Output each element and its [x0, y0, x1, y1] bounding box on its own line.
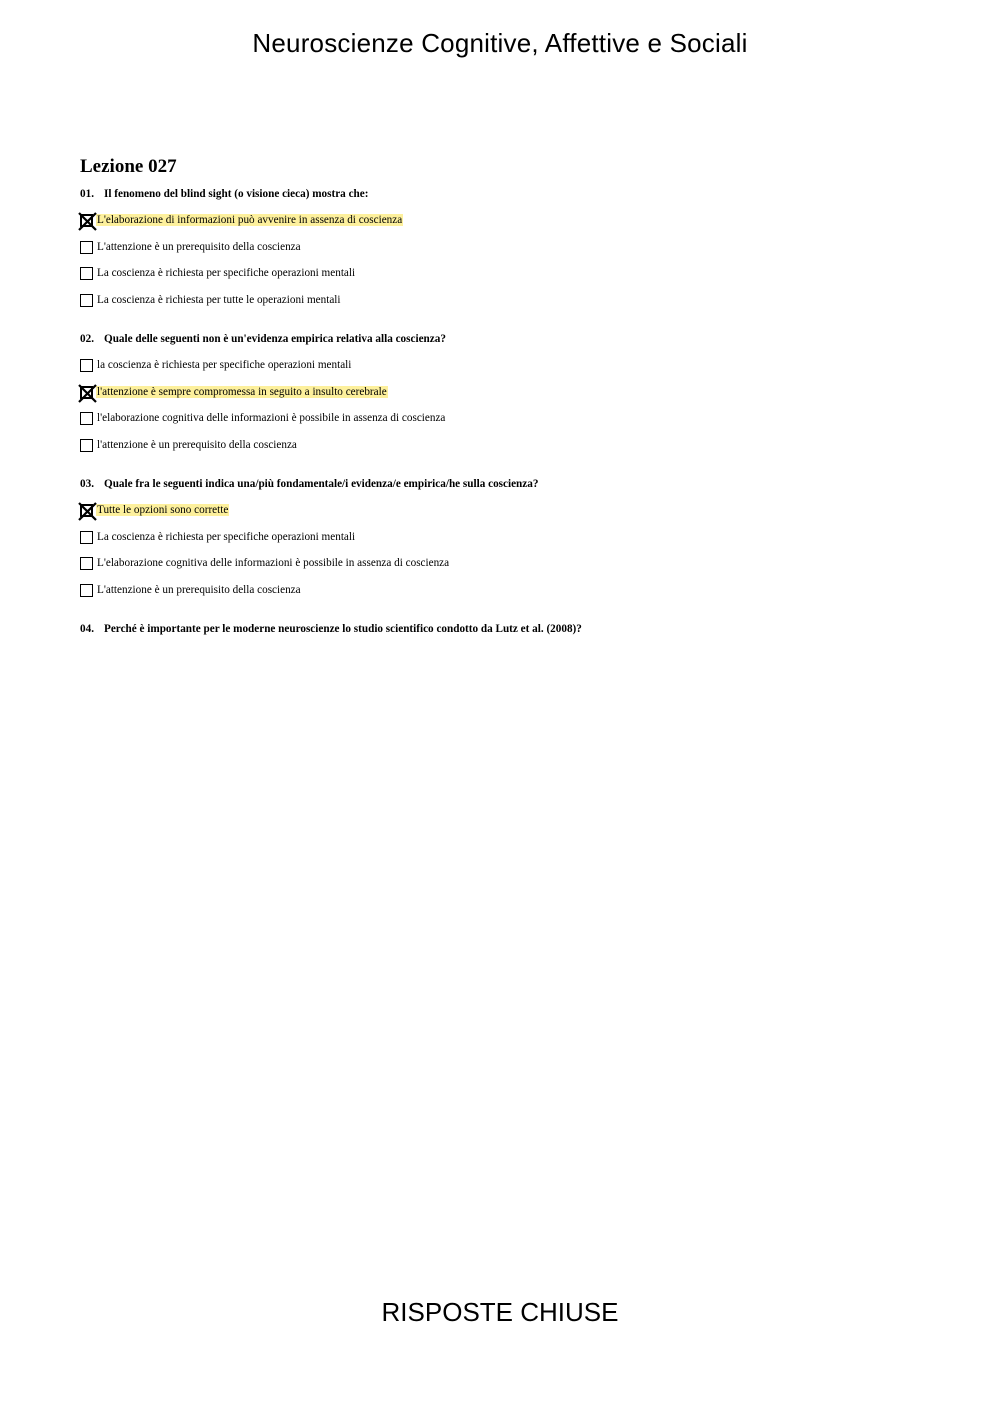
question-03-option-3[interactable]	[80, 554, 450, 572]
document-title: Neuroscienze Cognitive, Affettive e Sociali	[252, 28, 748, 58]
option-text: L'elaborazione cognitiva delle informazioni è possibile in assenza di coscienza	[97, 557, 450, 569]
option-text: l'attenzione è sempre compromessa in seguito a insulto cerebrale	[97, 386, 387, 398]
question-text: Il fenomeno del blind sight (o visione cieca) mostra che:	[104, 188, 369, 200]
question-01-heading	[80, 188, 368, 200]
checkbox[interactable]	[80, 504, 93, 517]
checkbox[interactable]	[80, 412, 93, 425]
checkbox[interactable]	[80, 386, 93, 399]
option-text: La coscienza è richiesta per specifiche operazioni mentali	[97, 267, 356, 279]
question-01-option-3[interactable]	[80, 264, 356, 282]
lesson-title: Lezione 027	[80, 156, 177, 177]
option-text: l'elaborazione cognitiva delle informazioni è possibile in assenza di coscienza	[97, 412, 446, 424]
checkbox[interactable]	[80, 557, 93, 570]
question-text: Quale fra le seguenti indica una/più fondamentale/i evidenza/e empirica/he sulla coscienza?	[104, 478, 539, 490]
checkbox[interactable]	[80, 584, 93, 597]
question-03-heading	[80, 478, 538, 490]
option-text: L'elaborazione di informazioni può avvenire in assenza di coscienza	[97, 214, 403, 226]
option-text: Tutte le opzioni sono corrette	[97, 504, 229, 516]
question-01-option-1[interactable]	[80, 211, 403, 229]
question-02-option-1[interactable]	[80, 356, 352, 374]
question-number: 02.	[80, 333, 94, 345]
question-03-option-4[interactable]	[80, 581, 302, 599]
question-02-heading	[80, 333, 446, 345]
option-text: l'attenzione è un prerequisito della coscienza	[97, 439, 297, 451]
question-number: 01.	[80, 188, 94, 200]
option-text: L'attenzione è un prerequisito della coscienza	[97, 241, 301, 253]
checkbox[interactable]	[80, 241, 93, 254]
checkbox[interactable]	[80, 267, 93, 280]
option-text: la coscienza è richiesta per specifiche operazioni mentali	[97, 359, 352, 371]
question-03-option-1[interactable]	[80, 501, 229, 519]
checkbox[interactable]	[80, 214, 93, 227]
question-02-option-3[interactable]	[80, 409, 446, 427]
question-text: Quale delle seguenti non è un'evidenza empirica relativa alla coscienza?	[104, 333, 446, 345]
checkbox[interactable]	[80, 359, 93, 372]
question-number: 04.	[80, 623, 94, 635]
option-text: L'attenzione è un prerequisito della coscienza	[97, 584, 301, 596]
checkbox[interactable]	[80, 294, 93, 307]
question-03-option-2[interactable]	[80, 528, 356, 546]
question-01-option-4[interactable]	[80, 291, 342, 309]
checkbox[interactable]	[80, 531, 93, 544]
option-text: La coscienza è richiesta per tutte le operazioni mentali	[97, 294, 341, 306]
checkmark-x-icon	[77, 383, 98, 404]
option-text: La coscienza è richiesta per specifiche operazioni mentali	[97, 531, 356, 543]
question-02-option-2[interactable]	[80, 383, 388, 401]
question-01-option-2[interactable]	[80, 238, 302, 256]
section-footer-title: RISPOSTE CHIUSE	[381, 1297, 619, 1327]
checkbox[interactable]	[80, 439, 93, 452]
question-text: Perché è importante per le moderne neuroscienze lo studio scientifico condotto da Lutz et al. (2008)?	[104, 623, 582, 635]
question-number: 03.	[80, 478, 94, 490]
question-04-heading	[80, 623, 582, 635]
question-02-option-4[interactable]	[80, 436, 298, 454]
checkmark-x-icon	[77, 211, 98, 232]
checkmark-x-icon	[77, 501, 98, 522]
